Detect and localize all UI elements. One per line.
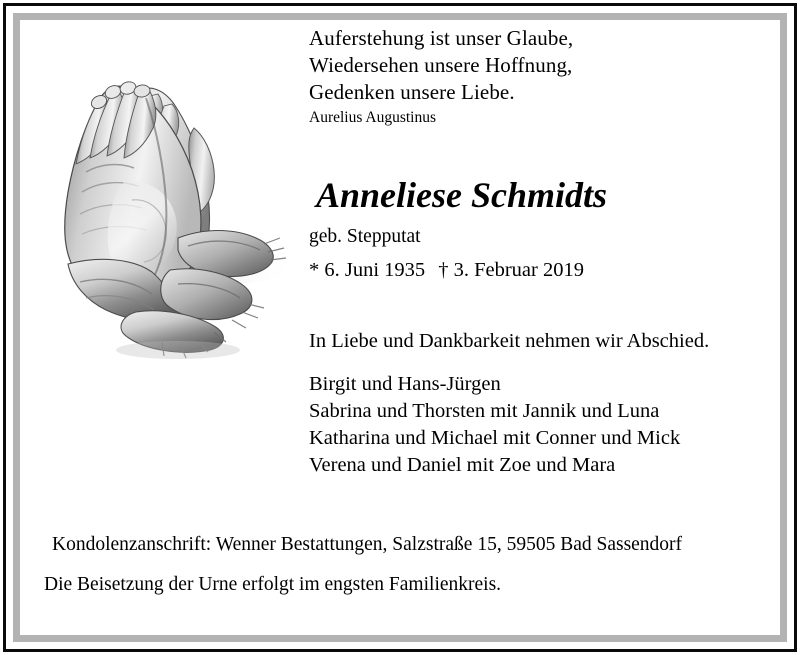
praying-hands-illustration [28,32,298,367]
quote-line-1: Auferstehung ist unser Glaube, [309,26,574,50]
quote-block [309,25,779,128]
quote-line-2: Wiedersehen unsere Hoffnung, [309,53,573,77]
quote-line-3: Gedenken unsere Liebe. [309,80,515,104]
born-symbol: * [309,259,320,281]
text-column [309,25,779,479]
notice-content [20,20,780,635]
farewell-text: In Liebe und Dankbarkeit nehmen wir Abschied. [309,330,710,352]
family-list [309,371,779,479]
born-date: 6. Juni 1935 [324,259,426,281]
family-line: Verena und Daniel mit Zoe und Mara [309,454,616,476]
life-dates [309,256,779,284]
burial-note: Die Beisetzung der Urne erfolgt im engsten Familienkreis. [44,574,502,595]
deceased-name: Anneliese Schmidts [316,175,608,215]
deceased-birth-name: geb. Stepputat [309,226,421,247]
family-line: Birgit und Hans-Jürgen [309,373,501,395]
quote-attribution: Aurelius Augustinus [309,109,437,126]
died-date: 3. Februar 2019 [453,259,584,281]
family-line: Katharina und Michael mit Conner und Mick [309,427,681,449]
family-line: Sabrina und Thorsten mit Jannik und Luna [309,400,660,422]
died-symbol: † [438,259,449,281]
condolence-address: Kondolenzanschrift: Wenner Bestattungen, Salzstraße 15, 59505 Bad Sassendorf [52,534,683,555]
